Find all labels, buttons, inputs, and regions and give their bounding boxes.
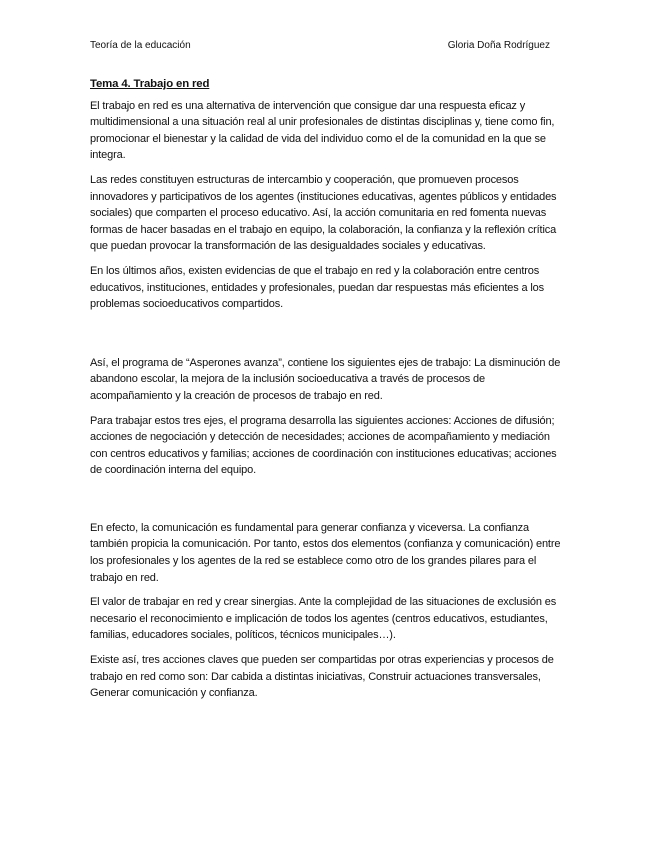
document-body: [90, 76, 568, 710]
document-title: Tema 4. Trabajo en red: [90, 78, 210, 90]
paragraph: Las redes constituyen estructuras de intercambio y cooperación, que promueven procesos innovadores y participativos de los agentes (instituciones educativas, agentes públicos y entidades sociales) que comparten el proceso educativo. Así, la acción comunitaria en red fomenta nuevas formas de hacer basadas en el trabajo en equipo, la colaboración, la confianza y la reflexión crítica que puedan provocar la transformación de las desigualdades sociales y educativas.: [90, 173, 557, 253]
page-header: [90, 39, 550, 53]
paragraph: Para trabajar estos tres ejes, el programa desarrolla las siguientes acciones: Acciones de difusión; acciones de negociación y detección de necesidades; acciones de acompañamiento y mediación con centros educativos y familias; acciones de coordinación con instituciones educativas; acciones de coordinación interna del equipo.: [90, 414, 557, 477]
section-spacer: [90, 487, 568, 520]
paragraph: En los últimos años, existen evidencias de que el trabajo en red y la colaboración entre centros educativos, instituciones, entidades y profesionales, puedan dar respuestas más eficientes a los problemas socioeducativos compartidos.: [90, 264, 544, 311]
paragraph: Existe así, tres acciones claves que pueden ser compartidas por otras experiencias y procesos de trabajo en red como son: Dar cabida a distintas iniciativas, Construir actuaciones transversales, Generar comunicación y confianza.: [90, 654, 554, 700]
header-subject: Teoría de la educación: [90, 40, 191, 51]
paragraph: El trabajo en red es una alternativa de intervención que consigue dar una respuesta eficaz y multidimensional a una situación real al unir profesionales de distintas disciplinas y, tiene como fin, promocionar el bienestar y la calidad de vida del individuo como el de la comunidad en la que se integra.: [90, 99, 555, 162]
header-author: Gloria Doña Rodríguez: [447, 40, 550, 51]
paragraph: El valor de trabajar en red y crear sinergias. Ante la complejidad de las situaciones de exclusión es necesario el reconocimiento e implicación de todos los agentes (centros educativos, estudiantes, familias, educadores sociales, políticos, técnicos municipales…).: [90, 596, 557, 642]
paragraph: Así, el programa de “Asperones avanza”, contiene los siguientes ejes de trabajo: La disminución de abandono escolar, la mejora de la inclusión socioeducativa a través de procesos de acompañamiento y la creación de procesos de trabajo en red.: [90, 356, 561, 402]
paragraph: En efecto, la comunicación es fundamental para generar confianza y viceversa. La confianza también propicia la comunicación. Por tanto, estos dos elementos (confianza y comunicación) entre los profesionales y los agentes de la red se establece como otro de los grandes pilares para el trabajo en red.: [90, 521, 561, 584]
section-spacer: [90, 321, 568, 355]
